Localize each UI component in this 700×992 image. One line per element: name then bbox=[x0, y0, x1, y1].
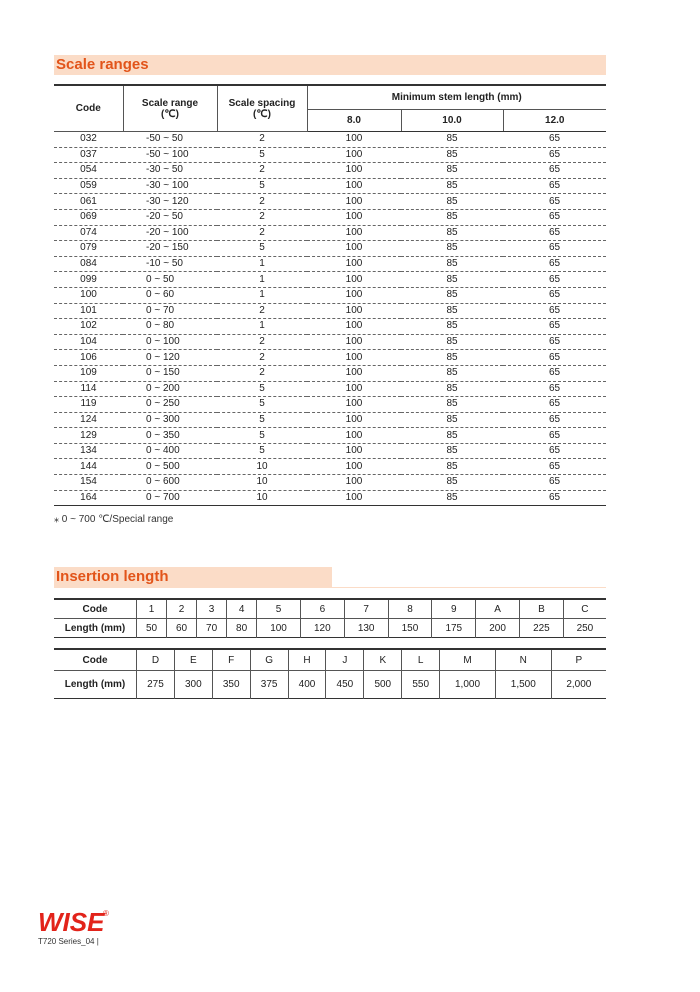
stem-10-cell: 85 bbox=[401, 428, 503, 444]
stem-12-cell: 65 bbox=[503, 272, 606, 288]
scale-spacing-cell: 5 bbox=[217, 397, 307, 413]
stem-8-cell: 100 bbox=[307, 287, 401, 303]
scale-spacing-cell: 1 bbox=[217, 287, 307, 303]
header-code: Code bbox=[54, 85, 123, 132]
code-cell: B bbox=[520, 599, 564, 619]
table-row bbox=[54, 475, 606, 491]
table-row bbox=[54, 397, 606, 413]
code-cell: 6 bbox=[300, 599, 344, 619]
registered-mark: ® bbox=[103, 909, 109, 918]
length-cell: 1,500 bbox=[495, 671, 551, 699]
scale-spacing-cell: 5 bbox=[217, 428, 307, 444]
stem-12-cell: 65 bbox=[503, 163, 606, 179]
code-cell: F bbox=[212, 649, 250, 671]
length-cell: 550 bbox=[402, 671, 440, 699]
scale-spacing-cell: 2 bbox=[217, 334, 307, 350]
length-row bbox=[54, 619, 606, 638]
scale-spacing-cell: 2 bbox=[217, 163, 307, 179]
scale-spacing-cell: 2 bbox=[217, 365, 307, 381]
code-cell: 069 bbox=[54, 209, 123, 225]
stem-10-cell: 85 bbox=[401, 412, 503, 428]
stem-10-cell: 85 bbox=[401, 443, 503, 459]
scale-spacing-cell: 5 bbox=[217, 443, 307, 459]
code-cell: 101 bbox=[54, 303, 123, 319]
table-row bbox=[54, 365, 606, 381]
table-row bbox=[54, 209, 606, 225]
stem-8-cell: 100 bbox=[307, 256, 401, 272]
code-cell: 032 bbox=[54, 132, 123, 148]
scale-range-cell: 0 ~ 700 bbox=[123, 490, 217, 506]
stem-10-cell: 85 bbox=[401, 397, 503, 413]
code-cell: 124 bbox=[54, 412, 123, 428]
length-cell: 150 bbox=[388, 619, 432, 638]
length-cell: 120 bbox=[300, 619, 344, 638]
stem-12-cell: 65 bbox=[503, 490, 606, 506]
stem-12-cell: 65 bbox=[503, 303, 606, 319]
code-cell: 054 bbox=[54, 163, 123, 179]
length-row bbox=[54, 671, 606, 699]
table-row bbox=[54, 147, 606, 163]
stem-12-cell: 65 bbox=[503, 194, 606, 210]
table-row bbox=[54, 381, 606, 397]
section-rule bbox=[54, 587, 606, 588]
code-cell: M bbox=[440, 649, 496, 671]
table-row bbox=[54, 490, 606, 506]
table-row bbox=[54, 350, 606, 366]
stem-10-cell: 85 bbox=[401, 178, 503, 194]
stem-10-cell: 85 bbox=[401, 147, 503, 163]
stem-10-cell: 85 bbox=[401, 334, 503, 350]
code-cell: G bbox=[250, 649, 288, 671]
length-cell: 130 bbox=[344, 619, 388, 638]
code-cell: J bbox=[326, 649, 364, 671]
header-min-stem-length: Minimum stem length (mm) bbox=[307, 85, 606, 110]
code-cell: 154 bbox=[54, 475, 123, 491]
footnote: ⁎ 0 ~ 700 ℃/Special range bbox=[54, 514, 174, 525]
table-row bbox=[54, 412, 606, 428]
stem-10-cell: 85 bbox=[401, 287, 503, 303]
stem-10-cell: 85 bbox=[401, 490, 503, 506]
code-row bbox=[54, 649, 606, 671]
stem-8-cell: 100 bbox=[307, 365, 401, 381]
section-title: Insertion length bbox=[56, 568, 169, 585]
stem-10-cell: 85 bbox=[401, 209, 503, 225]
code-cell: 102 bbox=[54, 319, 123, 335]
code-cell: 106 bbox=[54, 350, 123, 366]
code-cell: 037 bbox=[54, 147, 123, 163]
code-cell: 079 bbox=[54, 241, 123, 257]
scale-range-cell: 0 ~ 250 bbox=[123, 397, 217, 413]
length-cell: 225 bbox=[520, 619, 564, 638]
stem-8-cell: 100 bbox=[307, 225, 401, 241]
scale-range-cell: 0 ~ 200 bbox=[123, 381, 217, 397]
stem-10-cell: 85 bbox=[401, 272, 503, 288]
scale-spacing-cell: 1 bbox=[217, 272, 307, 288]
stem-12-cell: 65 bbox=[503, 428, 606, 444]
code-cell: 5 bbox=[257, 599, 301, 619]
scale-range-cell: -20 ~ 100 bbox=[123, 225, 217, 241]
code-cell: 2 bbox=[167, 599, 197, 619]
scale-range-cell: -50 ~ 50 bbox=[123, 132, 217, 148]
stem-12-cell: 65 bbox=[503, 178, 606, 194]
scale-range-cell: -30 ~ 100 bbox=[123, 178, 217, 194]
stem-10-cell: 85 bbox=[401, 319, 503, 335]
code-cell: 099 bbox=[54, 272, 123, 288]
length-cell: 400 bbox=[288, 671, 326, 699]
code-cell: 7 bbox=[344, 599, 388, 619]
code-cell: 100 bbox=[54, 287, 123, 303]
code-cell: 104 bbox=[54, 334, 123, 350]
code-cell: 144 bbox=[54, 459, 123, 475]
table-row bbox=[54, 303, 606, 319]
stem-8-cell: 100 bbox=[307, 412, 401, 428]
stem-10-cell: 85 bbox=[401, 163, 503, 179]
code-cell: N bbox=[495, 649, 551, 671]
length-cell: 500 bbox=[364, 671, 402, 699]
code-cell: 084 bbox=[54, 256, 123, 272]
length-cell: 1,000 bbox=[440, 671, 496, 699]
code-cell: 059 bbox=[54, 178, 123, 194]
scale-range-cell: 0 ~ 600 bbox=[123, 475, 217, 491]
length-cell: 80 bbox=[227, 619, 257, 638]
scale-range-cell: -30 ~ 50 bbox=[123, 163, 217, 179]
stem-8-cell: 100 bbox=[307, 334, 401, 350]
scale-range-cell: 0 ~ 80 bbox=[123, 319, 217, 335]
stem-12-cell: 65 bbox=[503, 381, 606, 397]
stem-10-cell: 85 bbox=[401, 132, 503, 148]
scale-range-cell: -30 ~ 120 bbox=[123, 194, 217, 210]
code-cell: A bbox=[476, 599, 520, 619]
code-cell: 129 bbox=[54, 428, 123, 444]
stem-10-cell: 85 bbox=[401, 475, 503, 491]
scale-ranges-header bbox=[54, 55, 606, 75]
code-cell: P bbox=[551, 649, 606, 671]
stem-8-cell: 100 bbox=[307, 147, 401, 163]
code-cell: 1 bbox=[137, 599, 167, 619]
row-label-code: Code bbox=[54, 649, 137, 671]
stem-8-cell: 100 bbox=[307, 397, 401, 413]
stem-10-cell: 85 bbox=[401, 225, 503, 241]
stem-8-cell: 100 bbox=[307, 241, 401, 257]
table-row bbox=[54, 163, 606, 179]
scale-spacing-cell: 2 bbox=[217, 209, 307, 225]
section-title: Scale ranges bbox=[56, 56, 149, 73]
length-cell: 250 bbox=[563, 619, 606, 638]
stem-10-cell: 85 bbox=[401, 365, 503, 381]
insertion-table-2 bbox=[54, 648, 606, 699]
stem-8-cell: 100 bbox=[307, 319, 401, 335]
scale-spacing-cell: 10 bbox=[217, 459, 307, 475]
stem-8-cell: 100 bbox=[307, 459, 401, 475]
stem-10-cell: 85 bbox=[401, 381, 503, 397]
code-cell: 164 bbox=[54, 490, 123, 506]
stem-10-cell: 85 bbox=[401, 194, 503, 210]
scale-spacing-cell: 10 bbox=[217, 490, 307, 506]
table-row bbox=[54, 272, 606, 288]
scale-spacing-cell: 5 bbox=[217, 147, 307, 163]
stem-8-cell: 100 bbox=[307, 178, 401, 194]
stem-12-cell: 65 bbox=[503, 256, 606, 272]
stem-8-cell: 100 bbox=[307, 490, 401, 506]
stem-10-cell: 85 bbox=[401, 459, 503, 475]
scale-range-cell: 0 ~ 500 bbox=[123, 459, 217, 475]
code-cell: 8 bbox=[388, 599, 432, 619]
stem-10-cell: 85 bbox=[401, 241, 503, 257]
code-cell: 9 bbox=[432, 599, 476, 619]
insertion-length-header bbox=[54, 567, 606, 587]
stem-12-cell: 65 bbox=[503, 147, 606, 163]
scale-range-cell: 0 ~ 100 bbox=[123, 334, 217, 350]
code-cell: 119 bbox=[54, 397, 123, 413]
stem-12-cell: 65 bbox=[503, 443, 606, 459]
scale-spacing-cell: 5 bbox=[217, 381, 307, 397]
scale-ranges-table bbox=[54, 84, 606, 506]
table-row bbox=[54, 334, 606, 350]
stem-8-cell: 100 bbox=[307, 443, 401, 459]
scale-table-body bbox=[54, 132, 606, 506]
scale-range-cell: 0 ~ 350 bbox=[123, 428, 217, 444]
code-cell: D bbox=[137, 649, 175, 671]
length-cell: 450 bbox=[326, 671, 364, 699]
scale-spacing-cell: 2 bbox=[217, 194, 307, 210]
stem-8-cell: 100 bbox=[307, 209, 401, 225]
scale-spacing-cell: 2 bbox=[217, 132, 307, 148]
code-cell: E bbox=[174, 649, 212, 671]
stem-12-cell: 65 bbox=[503, 412, 606, 428]
scale-range-cell: 0 ~ 300 bbox=[123, 412, 217, 428]
code-row bbox=[54, 599, 606, 619]
stem-10-cell: 85 bbox=[401, 350, 503, 366]
scale-spacing-cell: 5 bbox=[217, 241, 307, 257]
header-stem-8: 8.0 bbox=[307, 110, 401, 132]
length-cell: 70 bbox=[197, 619, 227, 638]
table-row bbox=[54, 256, 606, 272]
length-cell: 350 bbox=[212, 671, 250, 699]
scale-range-cell: -50 ~ 100 bbox=[123, 147, 217, 163]
scale-spacing-cell: 5 bbox=[217, 178, 307, 194]
stem-8-cell: 100 bbox=[307, 303, 401, 319]
length-cell: 50 bbox=[137, 619, 167, 638]
scale-range-cell: -20 ~ 150 bbox=[123, 241, 217, 257]
scale-spacing-cell: 1 bbox=[217, 319, 307, 335]
length-cell: 175 bbox=[432, 619, 476, 638]
table-row bbox=[54, 178, 606, 194]
scale-spacing-cell: 2 bbox=[217, 225, 307, 241]
scale-spacing-cell: 2 bbox=[217, 350, 307, 366]
table-row bbox=[54, 428, 606, 444]
table-row bbox=[54, 241, 606, 257]
wise-logo bbox=[38, 906, 118, 941]
table-row bbox=[54, 194, 606, 210]
scale-spacing-cell: 2 bbox=[217, 303, 307, 319]
code-cell: 061 bbox=[54, 194, 123, 210]
stem-12-cell: 65 bbox=[503, 334, 606, 350]
scale-range-cell: 0 ~ 70 bbox=[123, 303, 217, 319]
scale-range-cell: 0 ~ 60 bbox=[123, 287, 217, 303]
code-cell: L bbox=[402, 649, 440, 671]
scale-range-cell: -10 ~ 50 bbox=[123, 256, 217, 272]
code-cell: C bbox=[563, 599, 606, 619]
stem-8-cell: 100 bbox=[307, 272, 401, 288]
scale-range-cell: 0 ~ 50 bbox=[123, 272, 217, 288]
stem-12-cell: 65 bbox=[503, 225, 606, 241]
stem-12-cell: 65 bbox=[503, 132, 606, 148]
stem-8-cell: 100 bbox=[307, 381, 401, 397]
stem-12-cell: 65 bbox=[503, 459, 606, 475]
scale-spacing-cell: 1 bbox=[217, 256, 307, 272]
length-cell: 300 bbox=[174, 671, 212, 699]
stem-12-cell: 65 bbox=[503, 287, 606, 303]
stem-10-cell: 85 bbox=[401, 303, 503, 319]
row-label-length: Length (mm) bbox=[64, 622, 126, 634]
stem-8-cell: 100 bbox=[307, 132, 401, 148]
stem-12-cell: 65 bbox=[503, 365, 606, 381]
length-cell: 100 bbox=[257, 619, 301, 638]
stem-12-cell: 65 bbox=[503, 319, 606, 335]
code-cell: 3 bbox=[197, 599, 227, 619]
scale-range-cell: 0 ~ 400 bbox=[123, 443, 217, 459]
header-scale-range: Scale range (℃) bbox=[123, 85, 217, 132]
code-cell: 134 bbox=[54, 443, 123, 459]
scale-range-cell: 0 ~ 120 bbox=[123, 350, 217, 366]
scale-spacing-cell: 10 bbox=[217, 475, 307, 491]
scale-spacing-cell: 5 bbox=[217, 412, 307, 428]
stem-12-cell: 65 bbox=[503, 209, 606, 225]
code-cell: 109 bbox=[54, 365, 123, 381]
stem-12-cell: 65 bbox=[503, 350, 606, 366]
row-label-code: Code bbox=[54, 599, 137, 619]
stem-8-cell: 100 bbox=[307, 475, 401, 491]
insertion-table-1 bbox=[54, 598, 606, 638]
row-label-length: Length (mm) bbox=[64, 679, 126, 690]
series-label: T720 Series_04 | bbox=[38, 937, 99, 946]
length-cell: 60 bbox=[167, 619, 197, 638]
header-scale-spacing: Scale spacing (℃) bbox=[217, 85, 307, 132]
length-cell: 200 bbox=[476, 619, 520, 638]
code-cell: 4 bbox=[227, 599, 257, 619]
length-cell: 2,000 bbox=[551, 671, 606, 699]
table-row bbox=[54, 319, 606, 335]
table-row bbox=[54, 132, 606, 148]
code-cell: H bbox=[288, 649, 326, 671]
length-cell: 375 bbox=[250, 671, 288, 699]
stem-10-cell: 85 bbox=[401, 256, 503, 272]
table-row bbox=[54, 225, 606, 241]
scale-range-cell: 0 ~ 150 bbox=[123, 365, 217, 381]
table-row bbox=[54, 459, 606, 475]
logo-text: WISE bbox=[38, 907, 105, 936]
code-cell: 114 bbox=[54, 381, 123, 397]
table-row bbox=[54, 287, 606, 303]
stem-8-cell: 100 bbox=[307, 428, 401, 444]
scale-range-cell: -20 ~ 50 bbox=[123, 209, 217, 225]
stem-12-cell: 65 bbox=[503, 475, 606, 491]
code-cell: 074 bbox=[54, 225, 123, 241]
header-stem-12: 12.0 bbox=[503, 110, 606, 132]
stem-12-cell: 65 bbox=[503, 397, 606, 413]
stem-12-cell: 65 bbox=[503, 241, 606, 257]
table-row bbox=[54, 443, 606, 459]
stem-8-cell: 100 bbox=[307, 194, 401, 210]
header-stem-10: 10.0 bbox=[401, 110, 503, 132]
length-cell: 275 bbox=[137, 671, 175, 699]
stem-8-cell: 100 bbox=[307, 163, 401, 179]
code-cell: K bbox=[364, 649, 402, 671]
stem-8-cell: 100 bbox=[307, 350, 401, 366]
